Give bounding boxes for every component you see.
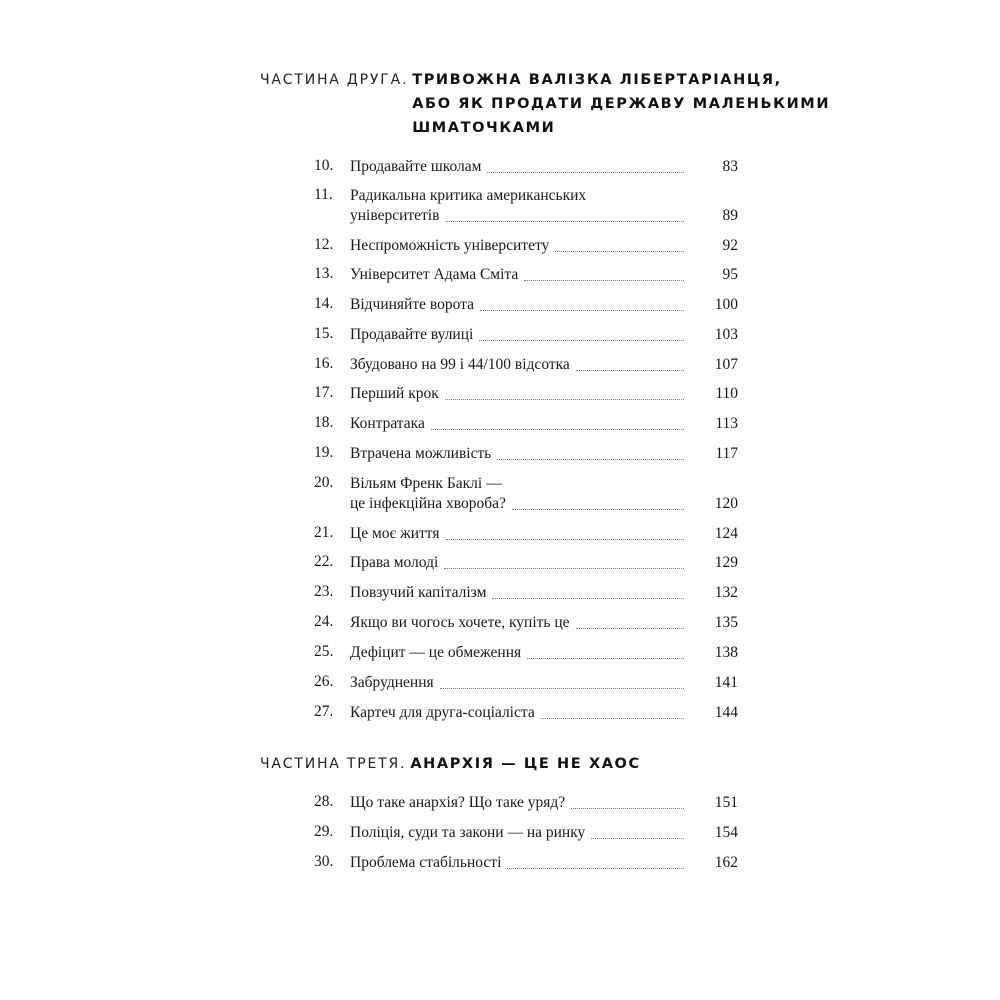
toc-entry[interactable] xyxy=(314,793,738,813)
chapter-body xyxy=(350,295,738,315)
dot-leader xyxy=(445,398,684,400)
chapter-title: Збудовано на 99 і 44/100 відсотка xyxy=(350,356,570,373)
toc-entry[interactable] xyxy=(314,414,738,434)
part-title-line: ШМАТОЧКАМИ xyxy=(412,120,556,136)
chapter-title: Права молоді xyxy=(350,554,439,571)
chapter-title: Втрачена можливість xyxy=(350,445,492,462)
dot-leader xyxy=(497,458,684,460)
chapter-body xyxy=(350,524,738,544)
dot-leader xyxy=(576,627,684,629)
chapter-title-row xyxy=(350,494,738,514)
chapter-title: Дефіцит — це обмеження xyxy=(350,644,522,661)
toc-entry[interactable] xyxy=(314,703,738,723)
chapter-number: 22. xyxy=(314,553,334,570)
page-number: 124 xyxy=(714,525,738,542)
part-heading xyxy=(260,68,831,140)
toc-entry[interactable] xyxy=(314,157,738,177)
page-number: 129 xyxy=(714,554,738,571)
chapter-body xyxy=(350,613,738,633)
page-number: 89 xyxy=(722,207,738,224)
page-number: 135 xyxy=(714,614,738,631)
chapter-title: Неспроможність університету xyxy=(350,237,550,254)
chapter-title-row xyxy=(350,295,738,315)
toc-entry[interactable] xyxy=(314,583,738,603)
chapter-title: Повзучий капіталізм xyxy=(350,584,487,601)
chapter-title-row xyxy=(350,384,738,404)
toc-entry[interactable] xyxy=(314,553,738,573)
page-number: 154 xyxy=(714,824,738,841)
page-number: 162 xyxy=(714,854,738,871)
dot-leader xyxy=(541,717,684,719)
page-number: 151 xyxy=(714,794,738,811)
chapter-body xyxy=(350,265,738,285)
chapter-title-line: Радикальна критика американських xyxy=(350,187,587,204)
chapter-number: 10. xyxy=(314,157,334,174)
chapter-body xyxy=(350,853,738,873)
chapter-number: 16. xyxy=(314,355,334,372)
chapter-title: Продавайте школам xyxy=(350,158,482,175)
chapter-title: університетів xyxy=(350,207,440,224)
dot-leader xyxy=(492,597,684,599)
chapter-title: Що таке анархія? Що таке уряд? xyxy=(350,794,566,811)
toc-entry[interactable] xyxy=(314,295,738,315)
toc-entry[interactable] xyxy=(314,474,738,514)
chapter-title-row xyxy=(350,414,738,434)
chapter-body xyxy=(350,186,738,226)
chapter-body xyxy=(350,236,738,256)
chapter-title-row xyxy=(350,444,738,464)
chapter-title: Контратака xyxy=(350,415,425,432)
chapter-number: 30. xyxy=(314,853,334,870)
dot-leader xyxy=(555,250,684,252)
part-title-line: АБО ЯК ПРОДАТИ ДЕРЖАВУ МАЛЕНЬКИМИ xyxy=(412,96,831,112)
page-number: 138 xyxy=(714,644,738,661)
part-label xyxy=(260,72,408,88)
chapter-title-row xyxy=(350,524,738,544)
page-number: 117 xyxy=(715,445,738,462)
chapter-title: Картеч для друга-соціаліста xyxy=(350,704,535,721)
part-label xyxy=(260,756,406,772)
toc-entry[interactable] xyxy=(314,236,738,256)
chapter-title: Проблема стабільності xyxy=(350,854,502,871)
chapter-number: 28. xyxy=(314,793,334,810)
chapter-number: 19. xyxy=(314,444,334,461)
toc-entry[interactable] xyxy=(314,524,738,544)
toc-entry[interactable] xyxy=(314,613,738,633)
chapter-body xyxy=(350,325,738,345)
toc-entry[interactable] xyxy=(314,823,738,843)
chapter-body xyxy=(350,414,738,434)
chapter-title-row xyxy=(350,206,738,226)
chapter-number: 23. xyxy=(314,583,334,600)
toc-entry[interactable] xyxy=(314,643,738,663)
chapter-number: 14. xyxy=(314,295,334,312)
page-number: 141 xyxy=(714,674,738,691)
chapter-title-row xyxy=(350,265,738,285)
page-number: 103 xyxy=(714,326,738,343)
chapter-title-row xyxy=(350,673,738,693)
chapter-number: 13. xyxy=(314,265,334,282)
chapter-number: 21. xyxy=(314,524,334,541)
chapter-body xyxy=(350,793,738,813)
page-number: 132 xyxy=(714,584,738,601)
page-number: 113 xyxy=(715,415,738,432)
toc-entry[interactable] xyxy=(314,186,738,226)
dot-leader xyxy=(524,279,684,281)
chapter-number: 29. xyxy=(314,823,334,840)
chapter-title-row xyxy=(350,325,738,345)
part-title-line: АНАРХІЯ — ЦЕ НЕ ХАОС xyxy=(410,756,641,772)
chapter-number: 15. xyxy=(314,325,334,342)
chapter-number: 27. xyxy=(314,703,334,720)
chapter-body xyxy=(350,583,738,603)
dot-leader xyxy=(480,309,684,311)
chapter-body xyxy=(350,157,738,177)
toc-entry[interactable] xyxy=(314,853,738,873)
chapter-title-row xyxy=(350,157,738,177)
chapter-title: Забруднення xyxy=(350,674,434,691)
dot-leader xyxy=(479,339,684,341)
chapter-number: 18. xyxy=(314,414,334,431)
chapter-body xyxy=(350,444,738,464)
dot-leader xyxy=(527,657,684,659)
part-label-text: ЧАСТИНА ТРЕТЯ. xyxy=(260,756,407,772)
chapter-title-row xyxy=(350,583,738,603)
chapter-body xyxy=(350,553,738,573)
chapter-title-line: Вільям Френк Баклі — xyxy=(350,475,502,492)
part-title xyxy=(406,752,640,776)
chapter-title-row xyxy=(350,553,738,573)
dot-leader xyxy=(431,428,684,430)
chapter-title: Поліція, суди та закони — на ринку xyxy=(350,824,586,841)
chapter-number: 26. xyxy=(314,673,334,690)
chapter-title: Відчиняйте ворота xyxy=(350,296,474,313)
dot-leader xyxy=(512,508,684,510)
page-number: 110 xyxy=(715,385,738,402)
chapter-title-row xyxy=(350,236,738,256)
part-heading-line xyxy=(260,68,831,140)
page-number: 120 xyxy=(714,495,738,512)
dot-leader xyxy=(445,220,684,222)
page-number: 144 xyxy=(714,704,738,721)
chapter-number: 11. xyxy=(314,186,333,203)
dot-leader xyxy=(487,171,684,173)
part-heading xyxy=(260,752,780,776)
chapter-title-row xyxy=(350,823,738,843)
chapter-title: Перший крок xyxy=(350,385,439,402)
dot-leader xyxy=(444,567,684,569)
chapter-number: 25. xyxy=(314,643,334,660)
dot-leader xyxy=(591,837,684,839)
dot-leader xyxy=(507,867,684,869)
chapter-body xyxy=(350,673,738,693)
chapter-body xyxy=(350,643,738,663)
part-title-line: ТРИВОЖНА ВАЛІЗКА ЛІБЕРТАРІАНЦЯ, xyxy=(412,72,782,88)
chapter-title: Якщо ви чогось хочете, купіть це xyxy=(350,614,570,631)
chapter-title: це інфекційна хвороба? xyxy=(350,495,506,512)
page-number: 83 xyxy=(722,158,738,175)
chapter-title: Університет Адама Сміта xyxy=(350,266,519,283)
dot-leader xyxy=(576,369,684,371)
toc-entry[interactable] xyxy=(314,355,738,375)
dot-leader xyxy=(571,807,684,809)
toc-entry[interactable] xyxy=(314,325,738,345)
chapter-number: 20. xyxy=(314,474,334,491)
chapter-title-row xyxy=(350,613,738,633)
page-number: 107 xyxy=(714,356,738,373)
chapter-title: Це моє життя xyxy=(350,525,440,542)
part-heading-line xyxy=(260,752,780,776)
chapter-title-row xyxy=(350,793,738,813)
chapter-title-row xyxy=(350,355,738,375)
page-number: 92 xyxy=(722,237,738,254)
chapter-title: Продавайте вулиці xyxy=(350,326,474,343)
dot-leader xyxy=(446,538,684,540)
chapter-body xyxy=(350,823,738,843)
toc-entry[interactable] xyxy=(314,444,738,464)
page-number: 100 xyxy=(714,296,738,313)
part-label-text: ЧАСТИНА ДРУГА. xyxy=(260,72,409,88)
toc-entry[interactable] xyxy=(314,265,738,285)
chapter-body xyxy=(350,355,738,375)
part-title xyxy=(408,68,830,140)
chapter-number: 12. xyxy=(314,236,334,253)
chapter-title-row xyxy=(350,643,738,663)
toc-entry[interactable] xyxy=(314,384,738,404)
toc-entry[interactable] xyxy=(314,673,738,693)
page-number: 95 xyxy=(722,266,738,283)
chapter-title-row xyxy=(350,853,738,873)
chapter-number: 17. xyxy=(314,384,334,401)
chapter-body xyxy=(350,384,738,404)
chapter-body xyxy=(350,474,738,514)
chapter-body xyxy=(350,703,738,723)
chapter-number: 24. xyxy=(314,613,334,630)
dot-leader xyxy=(440,687,684,689)
chapter-title-row xyxy=(350,703,738,723)
